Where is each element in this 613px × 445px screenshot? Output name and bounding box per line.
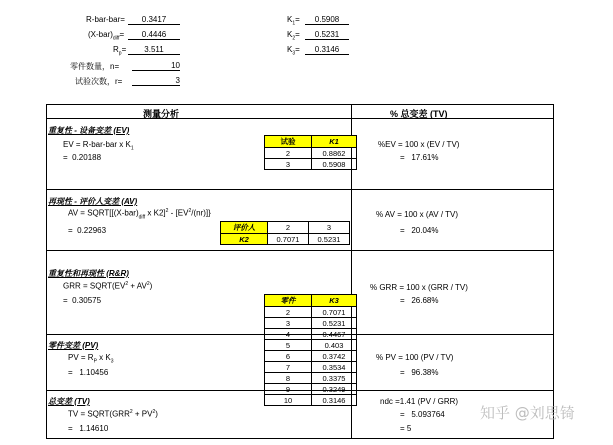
grr-pct-formula: % GRR = 100 x (GRR / TV): [370, 283, 468, 292]
table-cell: 6: [265, 351, 312, 362]
table-cell: 0.7071: [268, 234, 309, 245]
grr-title: 重复性和再现性 (R&R): [48, 269, 129, 278]
table-cell: 2: [265, 148, 312, 159]
grr-table-head-k3: K3: [312, 295, 357, 307]
grr-k3-table: [264, 294, 357, 406]
ndc-value: = 5.093764: [400, 410, 445, 419]
table-cell: 3: [265, 318, 312, 329]
xdiff-label: $(X-bar)_{diff}=$: [88, 30, 125, 42]
table-row: [265, 384, 357, 395]
table-cell: 0.3534: [312, 362, 357, 373]
k3-label: $K_3=$: [287, 45, 300, 57]
grr-pct-value: = 26.68%: [400, 296, 439, 305]
pv-value: = 1.10456: [68, 368, 109, 377]
header-measurement-analysis: 测量分析: [143, 109, 180, 119]
ev-title: 重复性 - 设备变差 (EV): [48, 126, 130, 135]
ev-pct-value: = 17.61%: [400, 153, 439, 162]
table-cell: 5: [265, 340, 312, 351]
table-row: [265, 307, 357, 318]
tv-title: 总变差 (TV): [48, 397, 90, 406]
section-divider-av: [46, 250, 553, 251]
table-cell: 3: [309, 222, 350, 234]
trials-label: 试验次数，r=: [75, 77, 123, 86]
ndc-formula: ndc =1.41 (PV / GRR): [380, 397, 459, 406]
table-cell: 4: [265, 329, 312, 340]
av-formula: AV = $SQRT[[(X-bar)_{diff}$ x $K2]^2 - [EV^2/(nr)]$}: [68, 208, 211, 221]
table-cell: 3: [265, 159, 312, 170]
table-row: [265, 318, 357, 329]
ev-k1-table: [264, 135, 357, 170]
ev-table-head-trials: 试验: [265, 136, 312, 148]
table-row: [265, 362, 357, 373]
table-cell: 0.403: [312, 340, 357, 351]
av-table-head-appraisers: 评价人: [221, 222, 268, 234]
table-row: [265, 148, 357, 159]
table-cell: 0.3742: [312, 351, 357, 362]
k2-value: 0.5231: [305, 30, 349, 40]
grr-value: = 0.30575: [63, 296, 102, 305]
table-cell: 0.5908: [312, 159, 357, 170]
table-cell: 0.3249: [312, 384, 357, 395]
av-pct-formula: % AV = 100 x (AV / TV): [376, 210, 459, 219]
pv-formula: PV = $R_P$ x $K_3$: [68, 353, 114, 365]
grr-table-head-parts: 零件: [265, 295, 312, 307]
table-cell: 0.3375: [312, 373, 357, 384]
xdiff-value: 0.4446: [128, 30, 180, 40]
table-cell: 9: [265, 384, 312, 395]
watermark-text: 知乎 @刘思锜: [480, 404, 575, 422]
ndc-rounded: = 5: [400, 424, 412, 433]
table-row: [265, 329, 357, 340]
rbar-value: 0.3417: [128, 15, 180, 25]
k1-value: 0.5908: [305, 15, 349, 25]
av-title: 再现性 - 评价人变差 (AV): [48, 197, 138, 206]
k3-value: 0.3146: [305, 45, 349, 55]
grr-formula: GRR = $SQRT(EV^2 + AV^2)$: [63, 281, 153, 291]
table-cell: 8: [265, 373, 312, 384]
table-cell: 0.8862: [312, 148, 357, 159]
table-row: [265, 373, 357, 384]
rp-label: $R_p=$: [113, 45, 127, 57]
ev-pct-formula: %EV = 100 x (EV / TV): [378, 140, 460, 149]
header-total-variation: % 总变差 (TV): [390, 109, 448, 119]
ev-formula: EV = R-bar-bar x $K_1$: [63, 140, 134, 152]
av-value: = 0.22963: [68, 226, 107, 235]
header-divider: [46, 118, 553, 119]
table-row: [265, 395, 357, 406]
tv-value: = 1.14610: [68, 424, 109, 433]
k2-label: $K_2=$: [287, 30, 300, 42]
ev-table-head-k1: K1: [312, 136, 357, 148]
table-row: [265, 340, 357, 351]
table-row: [265, 159, 357, 170]
table-row: [265, 351, 357, 362]
av-k2-table: [220, 221, 350, 245]
pv-pct-formula: % PV = 100 (PV / TV): [376, 353, 454, 362]
trials-value: 3: [132, 76, 180, 86]
table-cell: 0.3146: [312, 395, 357, 406]
k1-label: $K_1=$: [287, 15, 300, 27]
pv-title: 零件变差 (PV): [48, 341, 99, 350]
table-cell: 7: [265, 362, 312, 373]
table-cell: 0.4467: [312, 329, 357, 340]
parts-label: 零件数量，n=: [70, 62, 120, 71]
ev-value: = 0.20188: [63, 153, 102, 162]
av-pct-value: = 20.04%: [400, 226, 439, 235]
table-cell: 2: [265, 307, 312, 318]
pv-pct-value: = 96.38%: [400, 368, 439, 377]
table-cell: 0.5231: [309, 234, 350, 245]
rp-value: 3.511: [128, 45, 180, 55]
tv-formula: TV = $SQRT(GRR^2 + PV^2)$: [68, 409, 158, 419]
table-cell: 0.5231: [312, 318, 357, 329]
table-cell: 2: [268, 222, 309, 234]
table-row: [221, 234, 350, 245]
section-divider-ev: [46, 189, 553, 190]
table-cell: 10: [265, 395, 312, 406]
av-table-row-label: K2: [221, 234, 268, 245]
table-cell: 0.7071: [312, 307, 357, 318]
rbar-label: R-bar-bar=: [86, 15, 125, 24]
parts-value: 10: [132, 61, 180, 71]
